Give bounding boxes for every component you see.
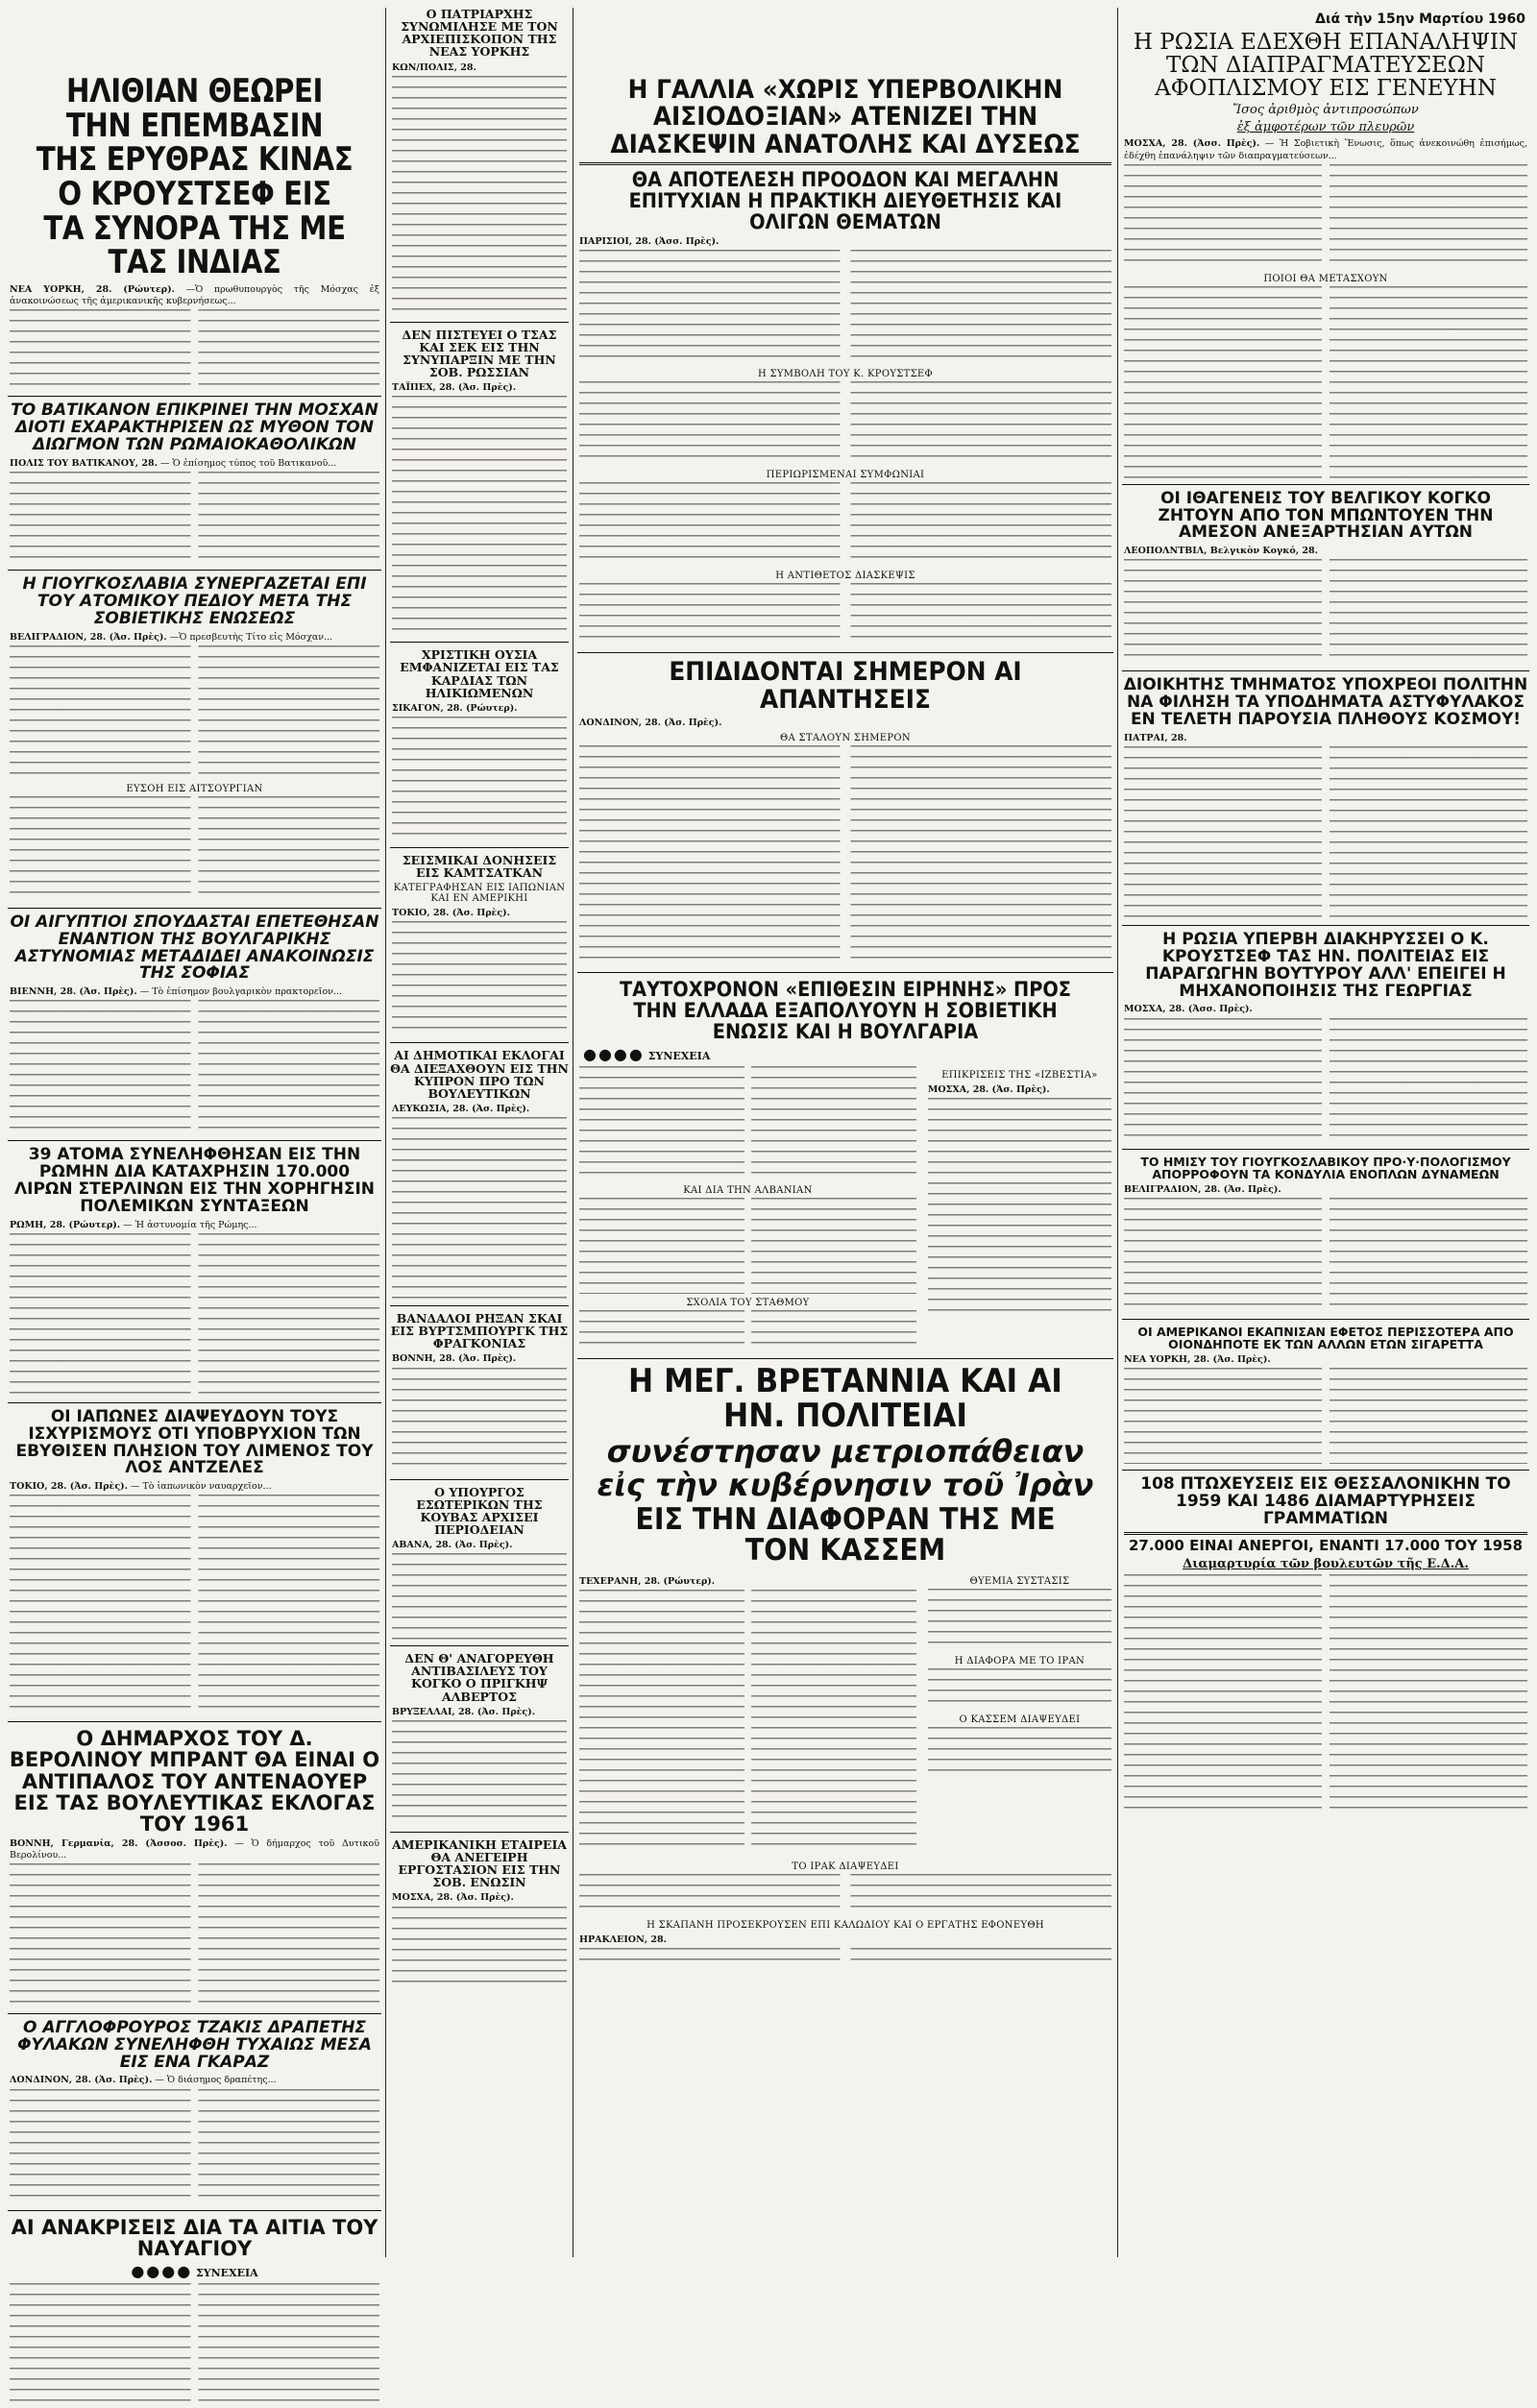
- article-body: [579, 250, 1111, 365]
- divider: [1122, 484, 1529, 485]
- kicker-text: ΣΥΝΕΧΕΙΑ: [647, 1050, 711, 1063]
- article-lead: [392, 382, 567, 394]
- article-lead: [579, 718, 1111, 729]
- subhead: Η ΣΥΜΒΟΛΗ ΤΟΥ Κ. ΚΡΟΥΣΤΣΕΦ: [757, 369, 934, 380]
- dateline: ΛΕΥΚΩΣΙΑ, 28. (Ἀσ. Πρὲς).: [392, 1103, 530, 1114]
- dateline: ΒΕΛΙΓΡΑΔΙΟΝ, 28. (Ἀσ. Πρὲς).: [10, 631, 167, 643]
- headline: ΑΜΕΡΙΚΑΝΙΚΗ ΕΤΑΙΡΕΙΑ ΘΑ ΑΝΕΓΕΙΡΗ ΕΡΓΟΣΤΑΣΙΟΝ ΕΙΣ ΤΗΝ ΣΟΒ. ΕΝΩΣΙΝ: [391, 1836, 568, 1890]
- dateline: ΤΟΚΙΟ, 28. (Ἀσ. Πρὲς).: [10, 1481, 128, 1493]
- dateline: ΠΟΛΙΣ ΤΟΥ ΒΑΤΙΚΑΝΟΥ, 28.: [10, 457, 158, 469]
- divider: [8, 908, 381, 909]
- headline: Η ΓΙΟΥΓΚΟΣΛΑΒΙΑ ΣΥΝΕΡΓΑΖΕΤΑΙ ΕΠΙ ΤΟΥ ΑΤΟΜΙΚΟΥ ΠΕΔΙΟΥ ΜΕΤΑ ΤΗΣ ΣΟΒΙΕΤΙΚΗΣ ΕΝΩΣΕΩΣ: [22, 574, 367, 628]
- subhead: ΤΟ ΙΡΑΚ ΔΙΑΨΕΥΔΕΙ: [792, 1861, 899, 1873]
- article-body: [10, 2089, 379, 2204]
- headline: ΤΟ ΗΜΙΣΥ ΤΟΥ ΓΙΟΥΓΚΟΣΛΑΒΙΚΟΥ ΠΡΟ·Υ·ΠΟΛΟΓΙΣΜΟΥ ΑΠΟΡΡΟΦΟΥΝ ΤΑ ΚΟΝΔΥΛΙΑ ΕΝΟΠΛΩΝ ΔΥΝΑΜΕΩΝ: [1140, 1154, 1511, 1181]
- headline: Η ΓΑΛΛΙΑ «ΧΩΡΙΣ ΥΠΕΡΒΟΛΙΚΗΝ ΑΙΣΙΟΔΟΞΙΑΝ» ΑΤΕΝΙΖΕΙ ΤΗΝ ΔΙΑΣΚΕΨΙΝ ΑΝΑΤΟΛΗΣ ΚΑΙ ΔΥΣΕΩΣ: [610, 75, 1081, 159]
- subheadline: Ἴσος ἀριθμὸς ἀντιπροσώπων: [1232, 103, 1419, 118]
- dateline: ΒΙΕΝΝΗ, 28. (Ἀσ. Πρὲς).: [10, 986, 137, 998]
- divider: [8, 2210, 381, 2211]
- headline: Ο ΑΓΓΛΟΦΡΟΥΡΟΣ ΤΖΑΚΙΣ ΔΡΑΠΕΤΗΣ ΦΥΛΑΚΩΝ ΣΥΝΕΛΗΦΘΗ ΤΥΧΑΙΩΣ ΜΕΣΑ ΕΙΣ ΕΝΑ ΓΚΑΡΑΖ: [17, 2017, 372, 2072]
- divider: [390, 1645, 569, 1646]
- article-lead: [579, 1934, 1111, 1946]
- headline-line-2: συνέστησαν μετριοπάθειαν: [606, 1432, 1085, 1470]
- divider: [579, 162, 1111, 165]
- article-body: [392, 1553, 567, 1640]
- article-body: [392, 76, 567, 316]
- headline: Ο ΠΑΤΡΙΑΡΧΗΣ ΣΥΝΩΜΙΛΗΣΕ ΜΕ ΤΟΝ ΑΡΧΙΕΠΙΣΚΟΠΟΝ ΤΗΣ ΝΕΑΣ ΥΟΡΚΗΣ: [401, 7, 558, 60]
- article-france-conference: [577, 77, 1113, 646]
- subhead: ΚΑΤΕΓΡΑΦΗΣΑΝ ΕΙΣ ΙΑΠΩΝΙΑΝ ΚΑΙ ΕΝ ΑΜΕΡΙΚΗΙ: [393, 883, 566, 905]
- article-body: [392, 1907, 567, 1983]
- headline: ΟΙ ΙΘΑΓΕΝΕΙΣ ΤΟΥ ΒΕΛΓΙΚΟΥ ΚΟΓΚΟ ΖΗΤΟΥΝ ΑΠΟ ΤΟΝ ΜΠΩΝΤΟΥΕΝ ΤΗΝ ΑΜΕΣΟΝ ΑΝΕΞΑΡΤΗΣΙΑΝ ΑΥΤΩΝ: [1158, 488, 1494, 543]
- lead-text: — Ἡ ἀστυνομία τῆς Ρώμης...: [123, 1219, 257, 1230]
- lead-text: —Ὁ πρεσβευτὴς Τίτο εἰς Μόσχαν...: [169, 631, 333, 643]
- article-lead: [1124, 1184, 1527, 1196]
- headline: ΤΑΥΤΟΧΡΟΝΟΝ «ΕΠΙΘΕΣΙΝ ΕΙΡΗΝΗΣ» ΠΡΟΣ ΤΗΝ ΕΛΛΑΔΑ ΕΞΑΠΟΛΥΟΥΝ Η ΣΟΒΙΕΤΙΚΗ ΕΝΩΣΙΣ ΚΑΙ Η ΒΟΥΛΓΑΡΙΑ: [619, 978, 1072, 1044]
- article-rome-arrests: [8, 1147, 381, 1397]
- article-prince-albert: [390, 1652, 569, 1826]
- article-body: [579, 482, 1111, 567]
- article-columns-lower: [577, 1858, 1113, 1969]
- divider: [390, 1832, 569, 1833]
- article-lead: [392, 1353, 567, 1365]
- article-geneva-disarmament: [1122, 31, 1529, 478]
- article-lead: [392, 1104, 567, 1115]
- headline: Ο ΔΗΜΑΡΧΟΣ ΤΟΥ Δ. ΒΕΡΟΛΙΝΟΥ ΜΠΡΑΝΤ ΘΑ ΕΙΝΑΙ Ο ΑΝΤΙΠΑΛΟΣ ΤΟΥ ΑΝΤΕΝΑΟΥΕΡ ΕΙΣ ΤΑΣ ΒΟΥΛΕΥΤΙΚΑΣ ΕΚΛΟΓΑΣ ΤΟΥ 1961: [9, 1727, 380, 1836]
- dateline: ΤΑΪΠΕΧ, 28. (Ἀσ. Πρὲς).: [392, 382, 517, 394]
- article-body: [928, 1727, 1111, 1780]
- article-lead: [392, 1540, 567, 1551]
- dateline: ΒΟΝΝΗ, Γερμανία, 28. (Ἀσσοσ. Πρὲς).: [10, 1837, 228, 1849]
- subhead: ΘΑ ΣΤΑΛΟΥΝ ΣΗΜΕΡΟΝ: [780, 733, 911, 744]
- article-body: [1124, 1574, 1527, 1814]
- column-3: [575, 0, 1115, 2264]
- article-answers-today: [577, 659, 1113, 966]
- column-rule: [385, 8, 386, 2257]
- headline: ΑΙ ΑΝΑΚΡΙΣΕΙΣ ΔΙΑ ΤΑ ΑΙΤΙΑ ΤΟΥ ΝΑΥΑΓΙΟΥ: [11, 2215, 378, 2260]
- subhead: ΣΧΟΛΙΑ ΤΟΥ ΣΤΑΘΜΟΥ: [686, 1298, 810, 1309]
- headline: Ο ΥΠΟΥΡΓΟΣ ΕΣΩΤΕΡΙΚΩΝ ΤΗΣ ΚΟΥΒΑΣ ΑΡΧΙΣΕΙ ΠΕΡΙΟΔΕΙΑΝ: [416, 1484, 543, 1537]
- divider: [390, 1479, 569, 1480]
- article-egyptian-students: [8, 914, 381, 1135]
- article-lead: [1124, 138, 1527, 161]
- dateline: ΑΒΑΝΑ, 28. (Ἀσ. Πρὲς).: [392, 1540, 513, 1551]
- lead-text: — Ἡ Σοβιετικὴ Ἕνωσις, ὅπως ἀνεκοινώθη ἐπισήμως, ἐδέχθη ἐπανάληψιν τῶν διαπραγματεύσεων...: [1124, 138, 1528, 161]
- subheadline: 27.000 ΕΙΝΑΙ ΑΝΕΡΓΟΙ, ΕΝΑΝΤΙ 17.000 ΤΟΥ 1958: [1128, 1536, 1524, 1554]
- column-1: [6, 0, 383, 2280]
- headline: ΧΡΙΣΤΙΚΗ ΟΥΣΙΑ ΕΜΦΑΝΙΖΕΤΑΙ ΕΙΣ ΤΑΣ ΚΑΡΔΙΑΣ ΤΩΝ ΗΛΙΚΙΩΜΕΝΩΝ: [400, 647, 559, 700]
- article-shipwreck-inquiry: [8, 2217, 381, 2408]
- article-lead: [1124, 1004, 1527, 1015]
- column-2: [388, 0, 571, 2264]
- subhead: ΕΠΙΚΡΙΣΕΙΣ ΤΗΣ «ΙΖΒΕΣΤΙΑ»: [941, 1070, 1098, 1082]
- article-american-cigarettes: [1122, 1326, 1529, 1464]
- dateline: ΜΟΣΧΑ, 28. (Ἀσσ. Πρὲς).: [1124, 1004, 1253, 1015]
- article-body: [579, 1590, 916, 1854]
- article-body: [928, 1668, 1111, 1711]
- article-escaped-prisoner: [8, 2017, 381, 2204]
- dateline: ΛΟΝΔΙΝΟΝ, 28. (Ἀσ. Πρὲς).: [579, 718, 722, 729]
- article-lead: [579, 1576, 916, 1588]
- article-body: [579, 745, 1111, 966]
- article-body: [579, 583, 1111, 646]
- article-body: [1124, 746, 1527, 919]
- article-body: [10, 1000, 379, 1134]
- dateline: ΜΟΣΧΑ, 28. (Ἀσ. Πρὲς).: [392, 1892, 514, 1904]
- article-american-factory: [390, 1838, 569, 1983]
- article-lead: [10, 986, 379, 998]
- article-body: [10, 309, 379, 390]
- headline: ΟΙ ΑΜΕΡΙΚΑΝΟΙ ΕΚΑΠΝΙΣΑΝ ΕΦΕΤΟΣ ΠΕΡΙΣΣΟΤΕΡΑ ΑΠΟ ΟΙΟΝΔΗΠΟΤΕ ΕΚ ΤΩΝ ΑΛΛΩΝ ΕΤΩΝ ΣΙΓΑΡΕΤΤΑ: [1137, 1325, 1514, 1352]
- dateline: ΤΟΚΙΟ, 28. (Ἀσ. Πρὲς).: [392, 908, 510, 919]
- article-lead: [392, 1892, 567, 1904]
- divider: [390, 1042, 569, 1043]
- article-body: [392, 1720, 567, 1826]
- headline: ΔΙΟΙΚΗΤΗΣ ΤΜΗΜΑΤΟΣ ΥΠΟΧΡΕΟΙ ΠΟΛΙΤΗΝ ΝΑ ΦΙΛΗΣΗ ΤΑ ΥΠΟΔΗΜΑΤΑ ΑΣΤΥΦΥΛΑΚΟΣ ΕΝ ΤΕΛΕΤΗ ΠΑΡΟΥΣΙΑ ΠΛΗΘΟΥΣ ΚΟΣΜΟΥ!: [1123, 675, 1528, 730]
- lead-text: — Ὁ δήμαρχος τοῦ Δυτικοῦ Βερολίνου...: [10, 1837, 379, 1861]
- article-body: [1124, 1198, 1527, 1313]
- headline: ΑΙ ΔΗΜΟΤΙΚΑΙ ΕΚΛΟΓΑΙ ΘΑ ΔΙΕΞΑΧΘΟΥΝ ΕΙΣ ΤΗΝ ΚΥΠΡΟΝ ΠΡΟ ΤΩΝ ΒΟΥΛΕΥΤΙΚΩΝ: [390, 1048, 569, 1101]
- article-berlin-mayor: [8, 1728, 381, 2007]
- article-body: [10, 796, 379, 902]
- divider: [577, 1358, 1113, 1359]
- ornament-icon: ●●●●: [131, 2261, 193, 2280]
- headline: ΔΕΝ ΠΙΣΤΕΥΕΙ Ο ΤΣΑΣ ΚΑΙ ΣΕΚ ΕΙΣ ΤΗΝ ΣΥΝΥΠΑΡΞΙΝ ΜΕ ΤΗΝ ΣΟΒ. ΡΩΣΣΙΑΝ: [402, 327, 557, 380]
- headline: ΗΛΙΘΙΑΝ ΘΕΩΡΕΙ ΤΗΝ ΕΠΕΜΒΑΣΙΝ ΤΗΣ ΕΡΥΘΡΑΣ ΚΙΝΑΣ Ο ΚΡΟΥΣΤΣΕΦ ΕΙΣ ΤΑ ΣΥΝΟΡΑ ΤΗΣ ΜΕ ΤΑΣ ΙΝΔΙΑΣ: [36, 72, 354, 282]
- divider: [1122, 1149, 1529, 1150]
- subhead: Ο ΚΑΣΣΕΜ ΔΙΑΨΕΥΔΕΙ: [959, 1714, 1081, 1725]
- dateline: ΒΡΥΞΕΛΛΑΙ, 28. (Ἀσ. Πρὲς).: [392, 1706, 536, 1717]
- headline: 108 ΠΤΩΧΕΥΣΕΙΣ ΕΙΣ ΘΕΣΣΑΛΟΝΙΚΗΝ ΤΟ 1959 ΚΑΙ 1486 ΔΙΑΜΑΡΤΥΡΗΣΕΙΣ ΓΡΑΜΜΑΤΙΩΝ: [1140, 1474, 1511, 1529]
- article-khrushchev-china-india: [8, 72, 381, 390]
- divider: [8, 1721, 381, 1722]
- article-yugoslavia-atomic: [8, 576, 381, 902]
- divider: [8, 1140, 381, 1141]
- dateline: ΚΩΝ/ΠΟΛΙΣ, 28.: [392, 61, 476, 73]
- headline: ΒΑΝΔΑΛΟΙ ΡΗΞΑΝ ΣΚΑΙ ΕΙΣ ΒΥΡΤΣΜΠΟΥΡΓΚ ΤΗΣ ΦΡΑΓΚΟΝΙΑΣ: [390, 1311, 569, 1351]
- headline: ΟΙ ΑΙΓΥΠΤΙΟΙ ΣΠΟΥΔΑΣΤΑΙ ΕΠΕΤΕΘΗΣΑΝ ΕΝΑΝΤΙΟΝ ΤΗΣ ΒΟΥΛΓΑΡΙΚΗΣ ΑΣΤΥΝΟΜΙΑΣ ΜΕΤΑΔΙΔΕΙ ΑΝΑΚΟΙΝΩΣΙΣ ΤΗΣ ΣΟΦΙΑΣ: [10, 912, 379, 984]
- article-lead: [10, 1481, 379, 1493]
- article-lead: [1124, 733, 1527, 744]
- headline: ΤΟ ΒΑΤΙΚΑΝΟΝ ΕΠΙΚΡΙΝΕΙ ΤΗΝ ΜΟΣΧΑΝ ΔΙΟΤΙ ΕΧΑΡΑΚΤΗΡΙΣΕΝ ΩΣ ΜΥΘΟΝ ΤΟΝ ΔΙΩΓΜΟΝ ΤΩΝ ΡΩΜΑΙΟΚΑΘΟΛΙΚΩΝ: [11, 401, 378, 455]
- article-column-left: [577, 1858, 1113, 1969]
- article-body: [10, 645, 379, 780]
- divider: [8, 396, 381, 397]
- article-congo-independence: [1122, 488, 1529, 666]
- lead-text: — Τὸ ἰαπωνικὸν ναυαρχεῖον...: [130, 1481, 272, 1493]
- divider: [8, 570, 381, 571]
- article-patriarch: [390, 8, 569, 316]
- dateline: ΝΕΑ ΥΟΡΚΗ, 28. (Ρώυτερ).: [10, 284, 175, 296]
- column-rule: [1117, 8, 1118, 2257]
- article-body: [392, 1368, 567, 1473]
- dateline: ΝΕΑ ΥΟΡΚΗ, 28. (Ἀσ. Πρὲς).: [1124, 1354, 1271, 1366]
- headline: ΔΕΝ Θ' ΑΝΑΓΟΡΕΥΘΗ ΑΝΤΙΒΑΣΙΛΕΥΣ ΤΟΥ ΚΟΓΚΟ Ο ΠΡΙΓΚΗΨ ΑΛΒΕΡΤΟΣ: [404, 1651, 554, 1704]
- subhead: Διαμαρτυρία τῶν βουλευτῶν τῆς Ε.Δ.Α.: [1183, 1556, 1469, 1571]
- subhead: ΠΟΙΟΙ ΘΑ ΜΕΤΑΣΧΟΥΝ: [1263, 273, 1388, 284]
- article-lead: [1124, 546, 1527, 557]
- article-thessaloniki-bankruptcies: [1122, 1476, 1529, 1813]
- dateline: ΛΟΝΔΙΝΟΝ, 28. (Ἀσ. Πρὲς).: [10, 2075, 153, 2086]
- headline-line-4: ΕΙΣ ΤΗΝ ΔΙΑΦΟΡΑΝ ΤΗΣ ΜΕ ΤΟΝ ΚΑΣΣΕΜ: [635, 1501, 1056, 1569]
- dateline: ΜΟΣΧΑ, 28. (Ἀσ. Πρὲς).: [927, 1084, 1050, 1096]
- divider: [1122, 925, 1529, 926]
- headline: Η ΡΩΣΙΑ ΕΔΕΧΘΗ ΕΠΑΝΑΛΗΨΙΝ ΤΩΝ ΔΙΑΠΡΑΓΜΑΤΕΥΣΕΩΝ ΑΦΟΠΛΙΣΜΟΥ ΕΙΣ ΓΕΝΕΥΗΝ: [1133, 30, 1519, 102]
- subheadline: ἐξ ἀμφοτέρων τῶν πλευρῶν: [1236, 120, 1415, 135]
- article-columns: [577, 1572, 1113, 1854]
- article-khrushchev-butter: [1122, 932, 1529, 1143]
- dateline: ΡΩΜΗ, 28. (Ρώυτερ).: [10, 1219, 121, 1230]
- article-lead: [392, 908, 567, 919]
- headline: 39 ΑΤΟΜΑ ΣΥΝΕΛΗΦΘΗΣΑΝ ΕΙΣ ΤΗΝ ΡΩΜΗΝ ΔΙΑ ΚΑΤΑΧΡΗΣΙΝ 170.000 ΛΙΡΩΝ ΣΤΕΡΛΙΝΩΝ ΕΙΣ ΤΗΝ ΧΟΡΗΓΗΣΙΝ ΠΟΛΕΜΙΚΩΝ ΣΥΝΤΑΞΕΩΝ: [13, 1145, 376, 1216]
- article-yugoslav-budget: [1122, 1155, 1529, 1313]
- article-golden-substance: [390, 648, 569, 841]
- article-vandals-wurzburg: [390, 1312, 569, 1473]
- subhead: ΠΕΡΙΩΡΙΣΜΕΝΑΙ ΣΥΜΦΩΝΙΑΙ: [766, 470, 925, 481]
- divider: [1122, 1470, 1529, 1471]
- divider: [577, 972, 1113, 973]
- headline-line-3: εἰς τὴν κυβέρνησιν τοῦ Ἰρὰν: [597, 1467, 1094, 1504]
- subhead: Η ΔΙΑΦΟΡΑ ΜΕ ΤΟ ΙΡΑΝ: [954, 1655, 1086, 1666]
- article-lead: [392, 703, 567, 715]
- headline: Η ΡΩΣΙΑ ΥΠΕΡΒΗ ΔΙΑΚΗΡΥΣΣΕΙ Ο Κ. ΚΡΟΥΣΤΣΕΦ ΤΑΣ ΗΝ. ΠΟΛΙΤΕΙΑΣ ΕΙΣ ΠΑΡΑΓΩΓΗΝ ΒΟΥΤΥΡΟΥ ΑΛΛ' ΕΠΕΙΓΕΙ Η ΜΗΧΑΝΟΠΟΙΗΣΙΣ ΤΗΣ ΓΕΩΡΓΙΑΣ: [1145, 930, 1506, 1001]
- dateline: ΒΟΝΝΗ, 28. (Ἀσ. Πρὲς).: [392, 1353, 517, 1365]
- divider: [577, 652, 1113, 653]
- dateline: ΒΕΛΙΓΡΑΔΙΟΝ, 28. (Ἀσ. Πρὲς).: [1124, 1183, 1281, 1195]
- article-body: [579, 1198, 916, 1294]
- article-lead: [392, 1707, 567, 1718]
- lead-text: — Ὁ διάσημος δραπέτης...: [155, 2075, 277, 2086]
- headline-line-1: Η ΜΕΓ. ΒΡΕΤΑΝΝΙΑ ΚΑΙ ΑΙ ΗΝ. ΠΟΛΙΤΕΙΑΙ: [628, 1362, 1062, 1435]
- article-lead: [10, 1838, 379, 1861]
- article-body: [1124, 286, 1527, 478]
- article-columns: [577, 1066, 1113, 1352]
- article-body: [579, 1066, 916, 1181]
- article-body: [579, 1948, 1111, 1969]
- article-body: [928, 1098, 1111, 1319]
- article-body: [1124, 559, 1527, 665]
- article-lead: [392, 62, 567, 74]
- subheadline: ΘΑ ΑΠΟΤΕΛΕΣΗ ΠΡΟΟΔΟΝ ΚΑΙ ΜΕΓΑΛΗΝ ΕΠΙΤΥΧΙΑΝ Η ΠΡΑΚΤΙΚΗ ΔΙΕΥΘΕΤΗΣΙΣ ΚΑΙ ΟΛΙΓΩΝ ΘΕΜΑΤΩΝ: [628, 168, 1062, 234]
- subhead: ΕΥΣΟΗ ΕΙΣ ΑΙΤΣΟΥΡΓΙΑΝ: [126, 783, 263, 794]
- article-japan-submarine: [8, 1406, 381, 1716]
- dateline: ΠΑΡΙΣΙΟΙ, 28. (Ἀσσ. Πρὲς).: [579, 236, 720, 248]
- divider: [390, 1305, 569, 1306]
- article-body: [392, 396, 567, 636]
- article-body: [10, 1233, 379, 1397]
- subhead: Η ΣΚΑΠΑΝΗ ΠΡΟΣΕΚΡΟΥΣΕΝ ΕΠΙ ΚΑΛΩΔΙΟΥ ΚΑΙ Ο ΕΡΓΑΤΗΣ ΕΦΟΝΕΥΘΗ: [647, 1920, 1044, 1932]
- dateline: ΜΟΣΧΑ, 28. (Ἀσσ. Πρὲς).: [1124, 138, 1260, 150]
- article-body: [10, 1495, 379, 1715]
- divider: [390, 642, 569, 643]
- column-4: [1120, 0, 1531, 2264]
- article-body: [392, 921, 567, 1036]
- subhead: ΚΑΙ ΔΙΑ ΤΗΝ ΑΛΒΑΝΙΑΝ: [683, 1185, 813, 1197]
- dateline: ΛΕΟΠΟΛΝΤΒΙΛ, Βελγικὸν Κογκό, 28.: [1124, 546, 1318, 557]
- article-lead: [10, 2075, 379, 2086]
- article-kamchatka-quakes: [390, 854, 569, 1036]
- article-body: [1124, 1368, 1527, 1464]
- article-body: [579, 381, 1111, 466]
- headline: ΟΙ ΙΑΠΩΝΕΣ ΔΙΑΨΕΥΔΟΥΝ ΤΟΥΣ ΙΣΧΥΡΙΣΜΟΥΣ ΟΤΙ ΥΠΟΒΡΥΧΙΟΝ ΤΩΝ ΕΒΥΘΙΣΕΝ ΠΛΗΣΙΟΝ ΤΟΥ ΛΙΜΕΝΟΣ ΤΟΥ ΛΟΣ ΑΝΤΖΕΛΕΣ: [15, 1406, 374, 1478]
- article-body: [1124, 164, 1527, 270]
- article-body: [10, 1863, 379, 2007]
- article-lead: [1124, 1354, 1527, 1366]
- kicker: [8, 2262, 381, 2280]
- article-vatican-moscow: [8, 402, 381, 564]
- divider: [1124, 1532, 1527, 1535]
- headline: ΕΠΙΔΙΔΟΝΤΑΙ ΣΗΜΕΡΟΝ ΑΙ ΑΠΑΝΤΗΣΕΙΣ: [669, 657, 1022, 715]
- article-lead: [579, 236, 1111, 248]
- kicker: [583, 1045, 1113, 1063]
- divider: [8, 2013, 381, 2014]
- subhead: Η ΑΝΤΙΘΕΤΟΣ ΔΙΑΣΚΕΨΙΣ: [775, 571, 915, 582]
- subhead: ΘΥΕΜΙΑ ΣΥΣΤΑΣΙΣ: [969, 1575, 1070, 1587]
- divider: [8, 1402, 381, 1403]
- divider: [390, 322, 569, 323]
- article-body: [928, 1589, 1111, 1652]
- lead-text: — Τὸ ἐπίσημον βουλγαρικὸν πρακτορεῖον...: [139, 986, 343, 998]
- article-body: [1124, 1018, 1527, 1143]
- article-lead: [10, 458, 379, 470]
- kicker-text: ΣΥΝΕΧΕΙΑ: [196, 2266, 258, 2279]
- article-column-left: [577, 1572, 918, 1854]
- dateline: ΗΡΑΚΛΕΙΟΝ, 28.: [579, 1934, 667, 1946]
- lead-text: — Ὁ ἐπίσημος τύπος τοῦ Βατικανοῦ...: [159, 457, 337, 469]
- article-chiang-kai-shek: [390, 328, 569, 637]
- dateline: ΣΙΚΑΓΟΝ, 28. (Ρώυτερ).: [392, 702, 518, 714]
- headline: ΣΕΙΣΜΙΚΑΙ ΔΟΝΗΣΕΙΣ ΕΙΣ ΚΑΜΤΣΑΤΚΑΝ: [402, 852, 557, 881]
- lead-text: —Ὁ πρωθυπουργὸς τῆς Μόσχας ἐξ ἀνακοινώσεως τῆς ἀμερικανικῆς κυβερνήσεως...: [10, 284, 379, 307]
- article-lead: [10, 284, 379, 307]
- article-column-right: [926, 1572, 1113, 1854]
- article-body: [392, 1117, 567, 1300]
- article-lead: [10, 632, 379, 644]
- article-column-right: [926, 1066, 1113, 1352]
- article-column-left: [577, 1066, 918, 1352]
- article-body: [579, 1310, 916, 1352]
- article-iran-kassem: [577, 1362, 1113, 1969]
- article-lead: [928, 1084, 1111, 1096]
- divider: [1122, 670, 1529, 671]
- dateline: ΠΑΤΡΑΙ, 28.: [1124, 732, 1187, 743]
- ornament-icon: ●●●●: [583, 1045, 645, 1064]
- article-body: [579, 1874, 1111, 1916]
- issue-date: Διά τὴν 15ην Μαρτίου 1960: [1315, 12, 1525, 27]
- article-patras-incident: [1122, 677, 1529, 919]
- article-cyprus-elections: [390, 1049, 569, 1300]
- article-lead: [10, 1220, 379, 1231]
- article-body: [392, 717, 567, 841]
- article-body: [10, 472, 379, 564]
- article-body: [10, 2283, 379, 2408]
- article-peace-offensive: [577, 979, 1113, 1352]
- article-cuba-minister: [390, 1486, 569, 1641]
- dateline: ΤΕΧΕΡΑΝΗ, 28. (Ρώυτερ).: [579, 1575, 716, 1587]
- divider: [390, 847, 569, 848]
- divider: [1122, 1319, 1529, 1320]
